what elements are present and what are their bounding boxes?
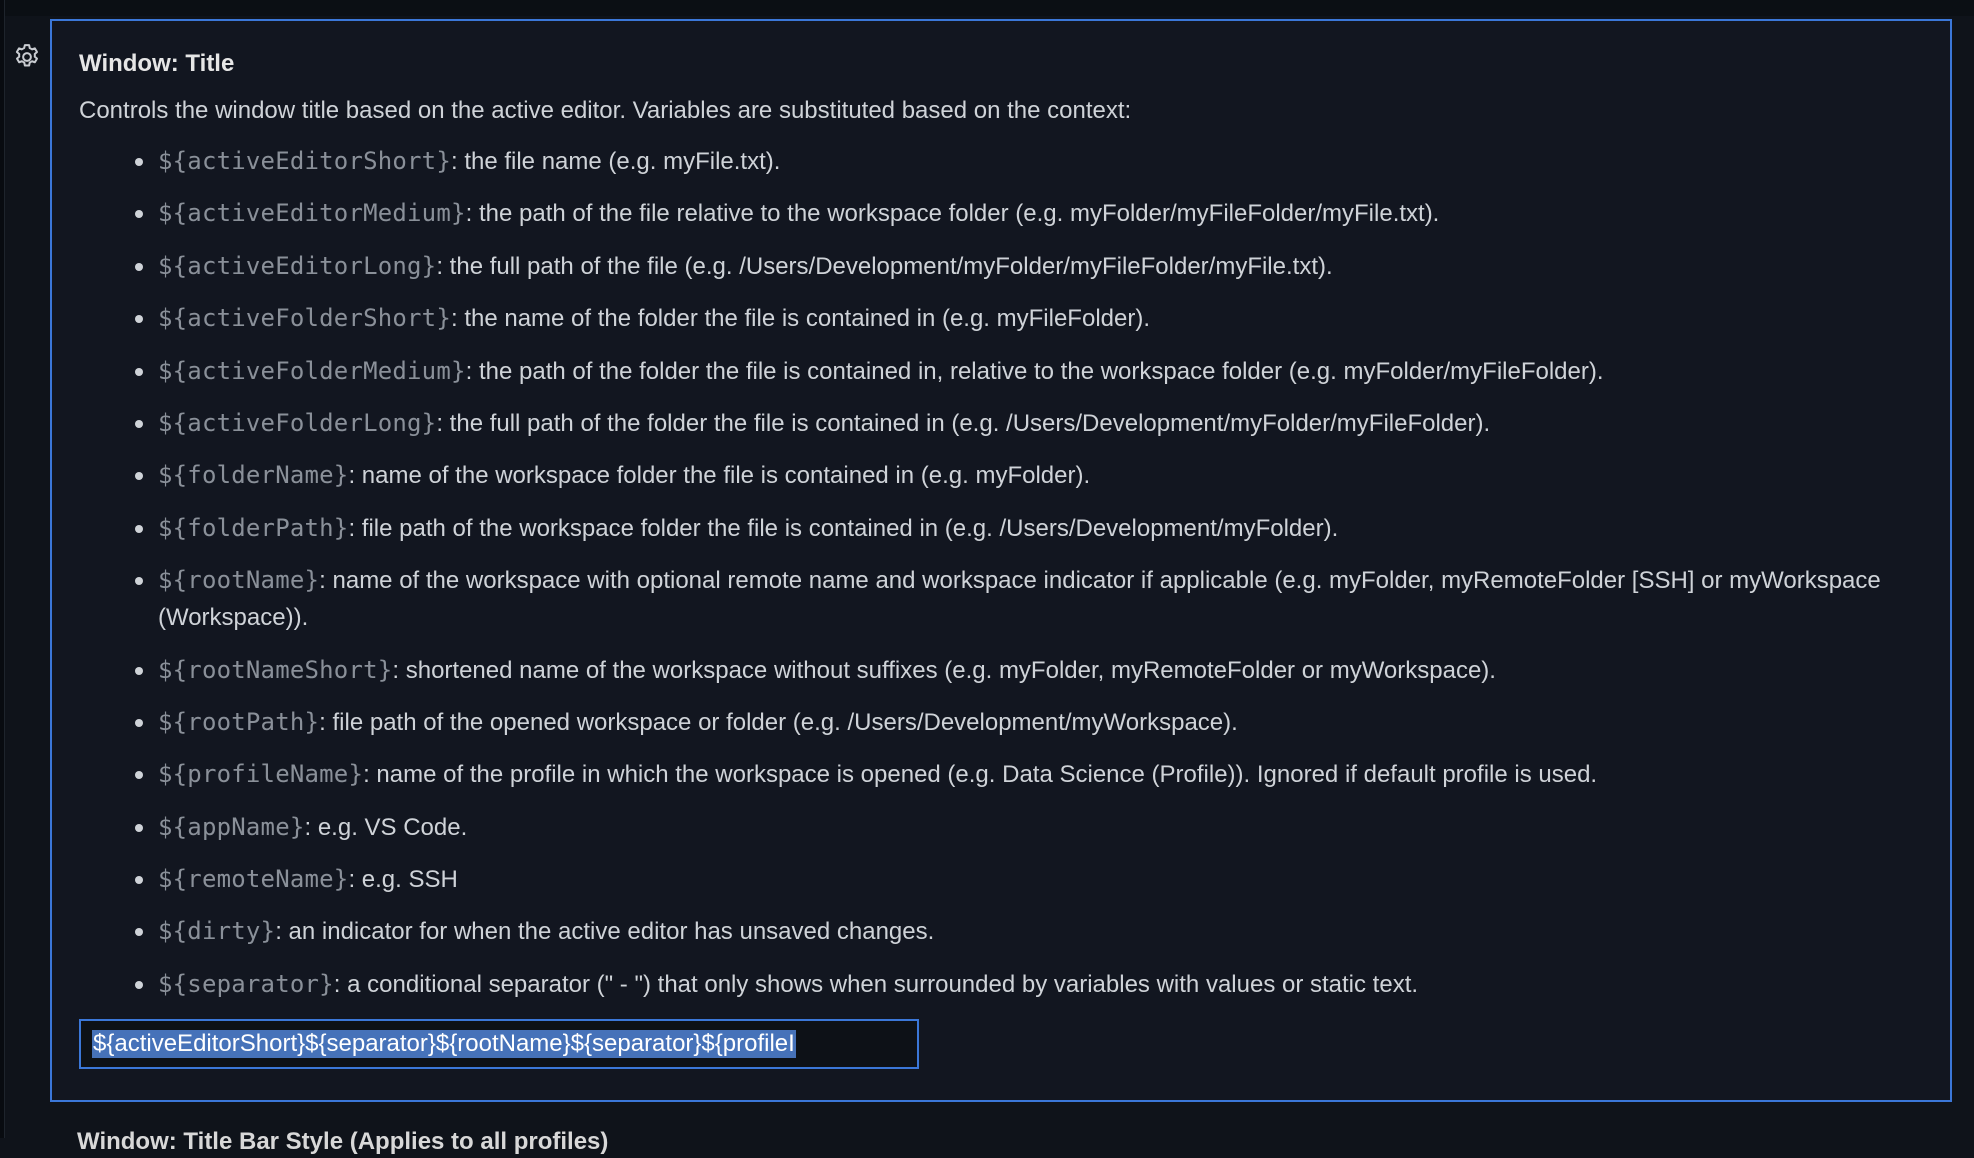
list-item <box>158 966 1938 1003</box>
variable-code: ${activeFolderMedium} <box>158 356 466 385</box>
list-item <box>158 195 1938 232</box>
variable-description: : the full path of the file (e.g. /Users/Development/myFolder/myFileFolder/myFile.txt). <box>436 252 1333 280</box>
variable-code: ${rootPath} <box>158 707 320 736</box>
variable-description: : the file name (e.g. myFile.txt). <box>450 148 781 175</box>
list-item <box>158 248 1938 285</box>
setting-title: Window: Title <box>79 50 235 77</box>
variable-description: : an indicator for when the active editor has unsaved changes. <box>275 918 935 946</box>
list-item <box>158 809 1938 846</box>
variable-code: ${rootName} <box>158 566 320 595</box>
variable-code: ${activeFolderLong} <box>158 408 437 437</box>
list-item <box>158 652 1938 689</box>
variable-code: ${appName} <box>158 812 305 841</box>
variable-description: : shortened name of the workspace without suffixes (e.g. myFolder, myRemoteFolder or myWorkspace). <box>392 656 1496 684</box>
variable-description: : file path of the opened workspace or folder (e.g. /Users/Development/myWorkspace). <box>319 708 1238 736</box>
list-item <box>158 861 1938 898</box>
variable-description: : the path of the file relative to the workspace folder (e.g. myFolder/myFileFolder/myFile.txt). <box>465 200 1440 228</box>
variable-list <box>158 143 1938 1018</box>
variable-description: : e.g. SSH <box>348 866 458 894</box>
list-item <box>158 913 1938 950</box>
variable-description: : name of the workspace with optional remote name and workspace indicator if applicable (e.g. myFolder, myRemoteFolder [SSH] or myWorkspace (Workspace)). <box>158 567 1881 632</box>
variable-code: ${rootNameShort} <box>158 655 393 684</box>
variable-code: ${activeEditorMedium} <box>158 199 466 228</box>
window-title-input[interactable] <box>79 1019 919 1069</box>
variable-code: ${separator} <box>158 969 334 998</box>
list-item <box>158 457 1938 494</box>
variable-description: : the name of the folder the file is contained in (e.g. myFileFolder). <box>450 305 1150 333</box>
setting-description: Controls the window title based on the active editor. Variables are substituted based on the context: <box>79 97 1132 124</box>
variable-code: ${remoteName} <box>158 865 349 894</box>
next-setting-title: Window: Title Bar Style (Applies to all profiles) <box>77 1128 609 1155</box>
window-title-value[interactable]: ${activeEditorShort}${separator}${rootName}${separator}${profileI <box>93 1030 795 1057</box>
variable-code: ${activeEditorShort} <box>158 147 451 175</box>
left-gutter <box>0 0 5 1138</box>
variable-description: : the path of the folder the file is contained in, relative to the workspace folder (e.g. myFolder/myFileFolder). <box>465 357 1604 385</box>
top-strip <box>0 0 1974 16</box>
list-item <box>158 143 1938 180</box>
variable-description: : file path of the workspace folder the file is contained in (e.g. /Users/Development/myFolder). <box>348 514 1339 542</box>
list-item <box>158 510 1938 547</box>
list-item <box>158 756 1938 793</box>
gear-icon[interactable] <box>12 42 42 72</box>
variable-code: ${activeFolderShort} <box>158 304 451 333</box>
variable-description: : name of the profile in which the workspace is opened (e.g. Data Science (Profile)). Ignored if default profile is used. <box>363 761 1598 789</box>
list-item <box>158 300 1938 337</box>
variable-code: ${dirty} <box>158 917 276 946</box>
variable-description: : e.g. VS Code. <box>304 813 468 841</box>
setting-item-window-title <box>50 19 1952 1102</box>
variable-description: : a conditional separator (" - ") that only shows when surrounded by variables with values or static text. <box>333 970 1419 998</box>
list-item <box>158 353 1938 390</box>
variable-code: ${profileName} <box>158 760 364 789</box>
list-item <box>158 704 1938 741</box>
list-item <box>158 405 1938 442</box>
variable-code: ${folderName} <box>158 461 349 490</box>
list-item <box>158 562 1938 636</box>
variable-description: : the full path of the folder the file is contained in (e.g. /Users/Development/myFolder/myFileFolder). <box>436 409 1491 437</box>
variable-code: ${folderPath} <box>158 513 349 542</box>
variable-code: ${activeEditorLong} <box>158 251 437 280</box>
variable-description: : name of the workspace folder the file is contained in (e.g. myFolder). <box>348 462 1091 490</box>
